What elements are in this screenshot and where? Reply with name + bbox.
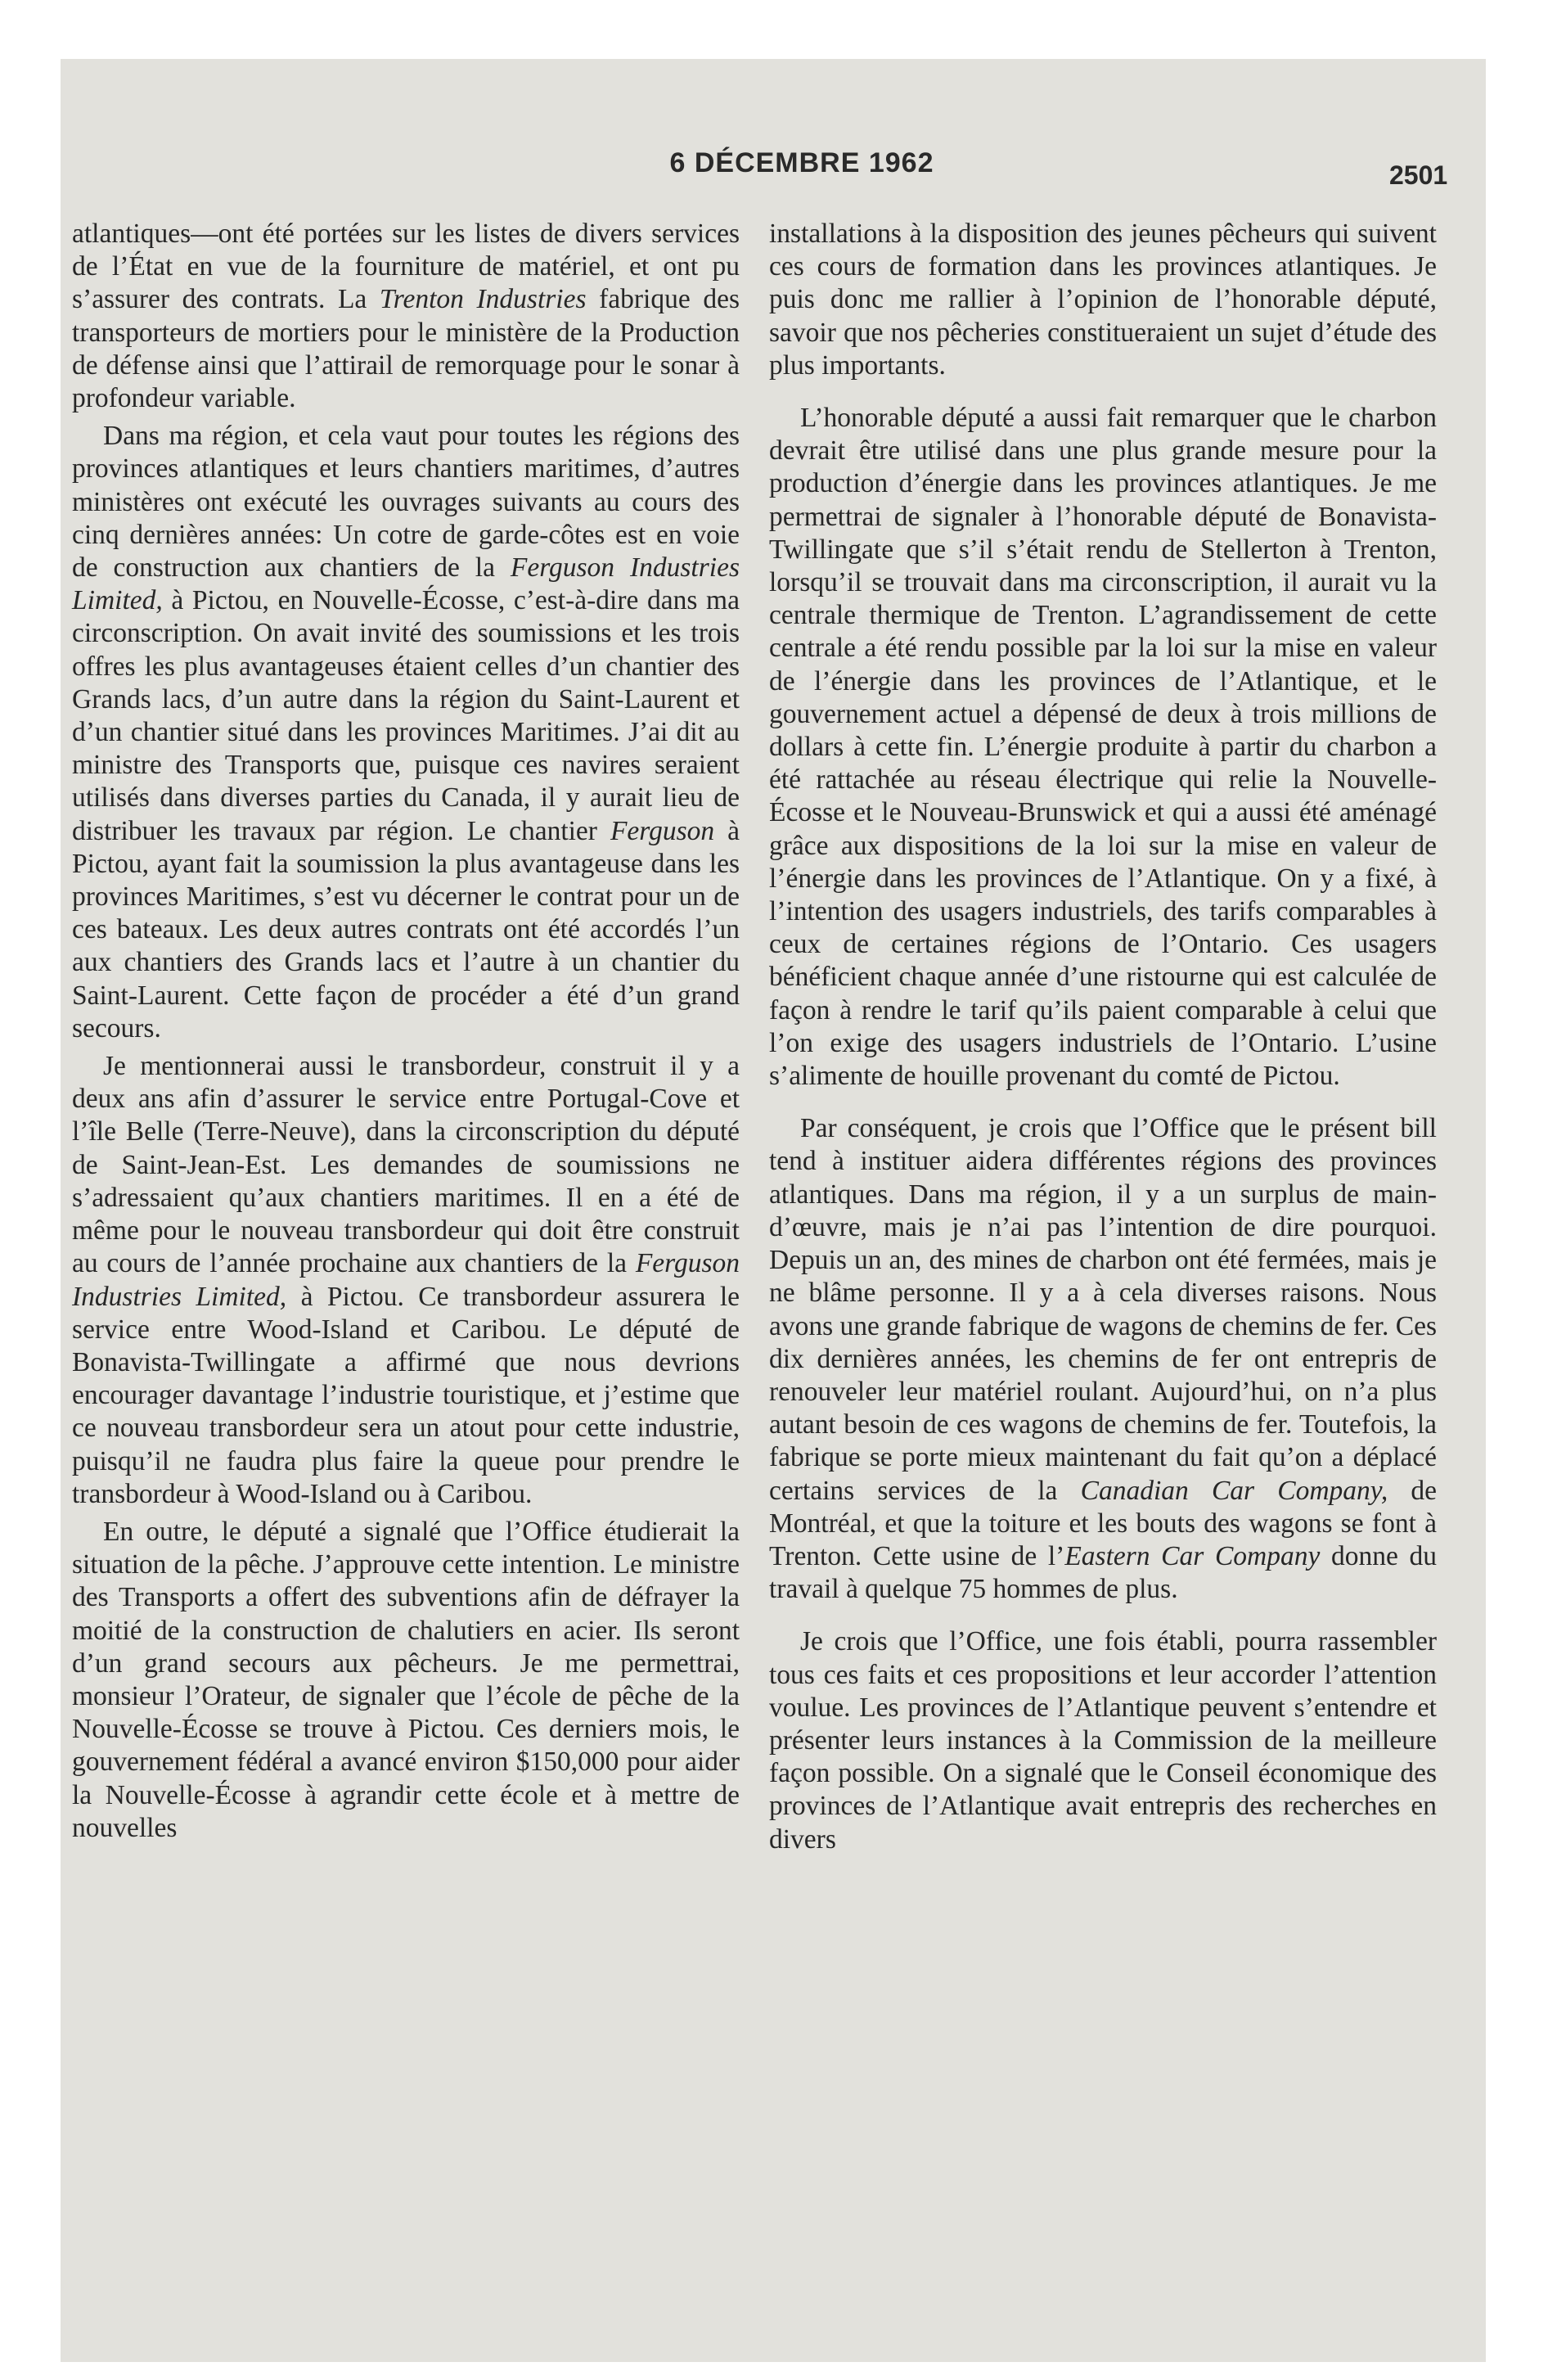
text-run: Je mentionnerai aussi le transbordeur, construit il y a deux ans afin d’assurer le service entre Portugal-Cove et l’île Belle (Terre-Neuve), dans la circonscription du député de Saint-Jean-Est. Les demandes de soumissions ne s’adressaient qu’aux chantiers maritimes. Il en a été de même pour le nouveau transbordeur qui doit être construit au cours de l’année prochaine aux chantiers de la	[72, 1051, 740, 1279]
right-column	[769, 218, 1437, 1856]
text-run: à Pictou, ayant fait la soumission la plus avantageuse dans les provinces Maritimes, s’est vu décerner le contrat pour un de ces bateaux. Les deux autres contrats ont été accordés l’un aux chantiers des Grands lacs et l’autre à un chantier du Saint-Laurent. Cette façon de procéder a été d’un grand secours.	[72, 815, 740, 1044]
text-run: installations à la disposition des jeunes pêcheurs qui suivent ces cours de formation dans les provinces atlantiques. Je puis donc me rallier à l’opinion de l’honorable député, savoir que nos pêcheries constitueraient un sujet d’étude des plus importants.	[769, 219, 1437, 381]
text-run: Dans ma région, et cela vaut pour toutes les régions des provinces atlantiques et leurs chantiers maritimes, d’autres ministères ont exécuté les ouvrages suivants au cours des cinq dernières années: Un cotre de garde-côtes est en voie de construction aux chantiers de la	[72, 421, 740, 584]
paragraph	[72, 218, 740, 415]
text-run: Je crois que l’Office, une fois établi, pourra rassembler tous ces faits et ces propositions et leur accorder l’attention voulue. Les provinces de l’Atlantique peuvent s’entendre et présenter leurs instances à la Commission de la meilleure façon possible. On a signalé que le Conseil économique des provinces de l’Atlantique avait entrepris des recherches en divers	[769, 1626, 1437, 1855]
text-run: de Montréal, et que la toiture et les bouts des wagons se font à Trenton. Cette usine de l’	[769, 1475, 1438, 1571]
text-run: En outre, le député a signalé que l’Office étudierait la situation de la pêche. J’approuve cette intention. Le ministre des Transports a offert des subventions afin de défrayer la moitié de la construction de chalutiers en acier. Ils seront d’un grand secours aux pêcheurs. Je me permettrai, monsieur l’Orateur, de signaler que l’école de pêche de la Nouvelle-Écosse se trouve à Pictou. Ces derniers mois, le gouvernement fédéral a avancé environ $150,000 pour aider la Nouvelle-Écosse à agrandir cette école et à mettre de nouvelles	[72, 1516, 740, 1843]
italic-text-run: Trenton Industries	[379, 284, 587, 315]
paragraph	[769, 1112, 1437, 1606]
paragraph	[769, 218, 1437, 382]
paragraph	[72, 420, 740, 1045]
page-number: 2501	[1389, 160, 1448, 190]
text-run: L’honorable député a aussi fait remarquer que le charbon devrait être utilisé dans une plus grande mesure pour la production d’énergie dans les provinces atlantiques. Je me permettrai de signaler à l’honorable député de Bonavista-Twillingate que s’il s’était rendu de Stellerton à Trenton, lorsqu’il se trouvait dans ma circonscription, il aurait vu la centrale thermique de Trenton. L’agrandissement de cette centrale a été rendu possible par la loi sur la mise en valeur de l’énergie dans les provinces de l’Atlantique, et le gouvernement actuel a dépensé de deux à trois millions de dollars à cette fin. L’énergie produite à partir du charbon a été rattachée au réseau électrique qui relie la Nouvelle-Écosse et le Nouveau-Brunswick et qui a aussi été aménagé grâce aux dispositions de la loi sur la mise en valeur de l’énergie dans les provinces de l’Atlantique. On y a fixé, à l’intention des usagers industriels, des tarifs comparables à ceux de certaines régions de l’Ontario. Ces usagers bénéficient chaque année d’une ristourne qui est calculée de façon à rendre le tarif qu’ils paient comparable à celui que l’on exige des usagers industriels de l’Ontario. L’usine s’alimente de houille provenant du comté de Pictou.	[769, 403, 1437, 1092]
italic-text-run: Ferguson	[610, 815, 715, 846]
text-run: fabrique des transporteurs de mortiers pour le ministère de la Production de défense ainsi que l’attirail de remorquage pour le sonar à profondeur variable.	[72, 284, 740, 414]
paragraph	[769, 1625, 1437, 1855]
italic-text-run: Ferguson Industries Limited,	[72, 1248, 740, 1312]
italic-text-run: Eastern Car Company	[1064, 1540, 1321, 1571]
italic-text-run: Canadian Car Company,	[1080, 1475, 1388, 1506]
text-run: atlantiques—ont été portées sur les listes de divers services de l’État en vue de la fourniture de matériel, et ont pu s’assurer des contrats. La	[72, 219, 740, 315]
left-column	[72, 218, 740, 1845]
text-run: Par conséquent, je crois que l’Office que le présent bill tend à instituer aidera différentes régions des provinces atlantiques. Dans ma région, il y a un surplus de main-d’œuvre, mais je n’ai pas l’intention de dire pourquoi. Depuis un an, des mines de charbon ont été fermées, mais je ne blâme personne. Il y a à cela diverses raisons. Nous avons une grande fabrique de wagons de chemins de fer. Ces dix dernières années, les chemins de fer ont entrepris de renouveler leur matériel roulant. Aujourd’hui, on n’a plus autant besoin de ces wagons de chemins de fer. Toutefois, la fabrique se porte mieux maintenant du fait qu’on a déplacé certains services de la	[769, 1113, 1437, 1506]
page-header-date: 6 DÉCEMBRE 1962	[669, 147, 934, 178]
paragraph	[769, 402, 1437, 1093]
italic-text-run: Ferguson Industries Limited,	[72, 552, 740, 616]
text-run: à Pictou. Ce transbordeur assurera le service entre Wood-Island et Caribou. Le député de Bonavista-Twillingate a affirmé que nous devrions encourager davantage l’industrie touristique, et j’estime que ce nouveau transbordeur sera un atout pour cette industrie, puisqu’il ne faudra plus faire la queue pour prendre le transbordeur à Wood-Island ou à Caribou.	[72, 1281, 740, 1509]
document-page	[72, 147, 1474, 2316]
paragraph	[72, 1050, 740, 1511]
paragraph	[72, 1516, 740, 1845]
text-run: donne du travail à quelque 75 hommes de plus.	[769, 1540, 1438, 1605]
text-run: à Pictou, en Nouvelle-Écosse, c’est-à-dire dans ma circonscription. On avait invité des soumissions et les trois offres les plus avantageuses étaient celles d’un chantier des Grands lacs, d’un autre dans la région du Saint-Laurent et d’un chantier situé dans les provinces Maritimes. J’ai dit au ministre des Transports que, puisque ces navires seraient utilisés dans diverses parties du Canada, il y aurait lieu de distribuer les travaux par région. Le chantier	[72, 585, 740, 846]
